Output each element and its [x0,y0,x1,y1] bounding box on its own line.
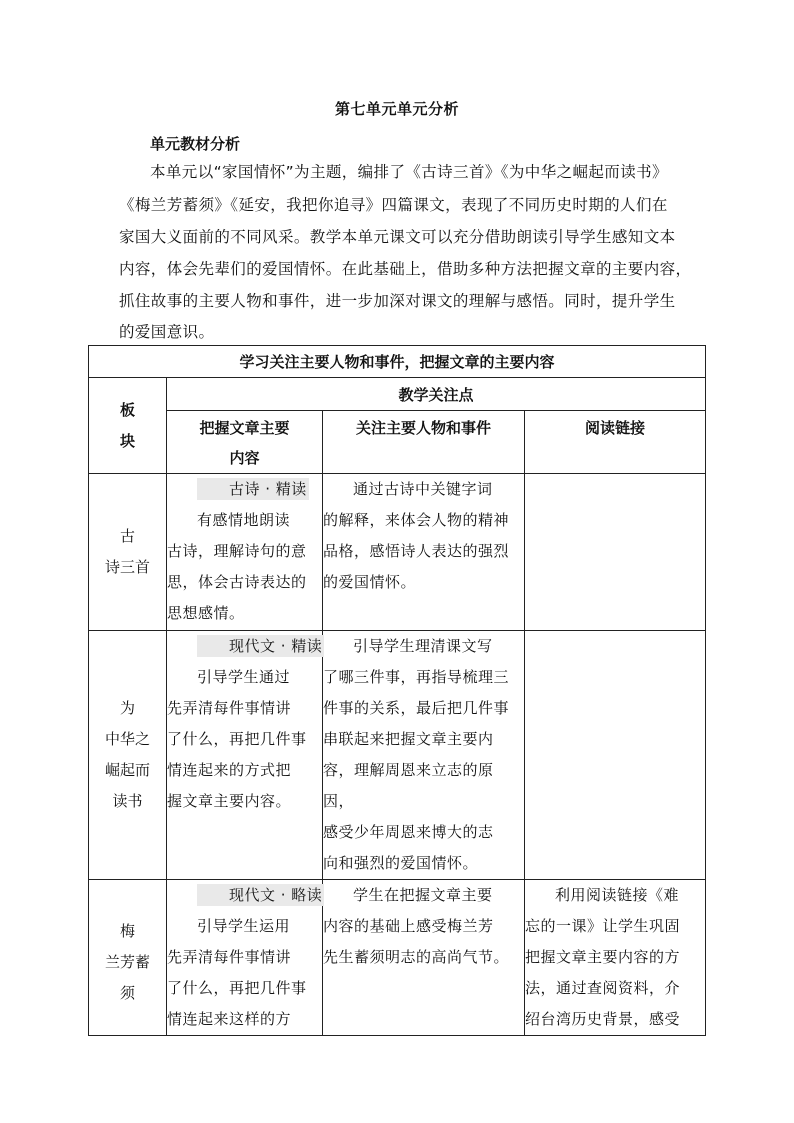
block-line: 古 [119,527,135,545]
cell-line: 情连起来这样的方 [167,1010,292,1028]
table-row [89,880,706,1036]
section-title: 单元教材分析 [150,135,241,153]
reading-link-cell [525,474,706,631]
block-line: 兰芳蓄 [104,953,150,971]
reading-link-cell [525,880,706,1036]
table-row [89,474,706,631]
intro-line: 抓住故事的主要人物和事件，进一步加深对课文的理解与感悟。同时，提升学生 [119,292,676,310]
cell-line: 引导学生运用 [197,917,291,935]
block-header-line: 块 [119,431,135,450]
block-line: 为 [119,699,135,717]
cell-line: 思想感情。 [167,604,245,622]
block-line: 诗三首 [104,558,150,576]
cell-line: 通过古诗中关键字词 [353,480,493,498]
intro-line: 本单元以“家国情怀”为主题，编排了《古诗三首》《为中华之崛起而读书》 [150,163,668,181]
cell-line: 内容的基础上感受梅兰芳 [323,917,494,935]
cell-line: 握文章主要内容。 [167,792,292,810]
block-line: 梅 [119,922,135,940]
cell-line: 的爱国情怀。 [323,573,417,591]
cell-line: 有感情地朗读 [197,511,291,529]
cell-line: 古诗，理解诗句的意 [167,542,307,560]
main-content-cell [167,631,323,880]
cell-line: 了哪三件事，再指导梳理三 [323,668,510,686]
cell-line: 先弄清每件事情讲 [167,948,292,966]
block-header-line: 板 [119,400,135,419]
cell-line: 绍台湾历史背景，感受 [525,1010,681,1028]
cell-line: 感受少年周恩来博大的志 [323,823,494,841]
analysis-table [88,345,706,1036]
intro-line: 的爱国意识。 [119,323,215,341]
cell-line: 先弄清每件事情讲 [167,699,292,717]
main-content-cell [167,880,323,1036]
cell-line: 品格，感悟诗人表达的强烈 [323,542,510,560]
table-row [89,631,706,880]
cell-line: 了什么，再把几件事 [167,979,307,997]
cell-line: 件事的关系，最后把几件事 [323,699,510,717]
block-cell [89,880,167,1036]
cell-line: 忘的一课》让学生巩固 [525,917,681,935]
characters-events-cell [323,631,525,880]
intro-line: 《梅兰芳蓄须》《延安，我把你追寻》四篇课文，表现了不同历史时期的人们在 [119,196,668,214]
cell-line: 串联起来把握文章主要内 [323,730,494,748]
characters-events-cell [323,474,525,631]
cell-line: 把握文章主要内容的方 [525,948,681,966]
intro-line: 内容，体会先辈们的爱国情怀。在此基础上，借助多种方法把握文章的主要内容， [119,260,692,278]
cell-line: 了什么，再把几件事 [167,730,307,748]
cell-line: 利用阅读链接《难 [555,886,680,904]
cell-line: 学生在把握文章主要 [353,886,493,904]
block-line: 读书 [112,792,143,810]
table-heading: 学习关注主要人物和事件，把握文章的主要内容 [89,346,706,378]
col-header-line: 内容 [229,449,260,467]
col-header-main-content [167,411,323,474]
cell-line: 的解释，来体会人物的精神 [323,511,510,529]
text-type-tag: 现代文 · 略读 [197,884,324,906]
intro-line: 家国大义面前的不同风采。教学本单元课文可以充分借助朗读引导学生感知文本 [119,228,676,246]
col-header-reading-link: 阅读链接 [525,411,706,474]
block-cell [89,474,167,631]
text-type-tag: 古诗 · 精读 [197,478,309,500]
block-line: 崛起而 [104,761,150,779]
cell-line: 情连起来的方式把 [167,761,292,779]
text-type-tag: 现代文 · 精读 [197,635,324,657]
col-header-line: 把握文章主要 [199,419,290,437]
cell-line: 引导学生理清课文写 [353,637,493,655]
block-header [89,378,167,474]
cell-line: 向和强烈的爱国情怀。 [323,854,479,872]
block-cell [89,631,167,880]
cell-line: 引导学生通过 [197,668,291,686]
cell-line: 思，体会古诗表达的 [167,573,307,591]
cell-line: 先生蓄须明志的高尚气节。 [323,948,510,966]
group-header: 教学关注点 [167,378,706,411]
col-header-characters-events: 关注主要人物和事件 [323,411,525,474]
page-title: 第七单元单元分析 [334,100,459,118]
block-line: 须 [119,984,135,1002]
main-content-cell [167,474,323,631]
block-line: 中华之 [104,730,150,748]
cell-line: 容，理解周恩来立志的原因， [323,761,494,810]
reading-link-cell [525,631,706,880]
characters-events-cell [323,880,525,1036]
cell-line: 法，通过查阅资料，介 [525,979,681,997]
